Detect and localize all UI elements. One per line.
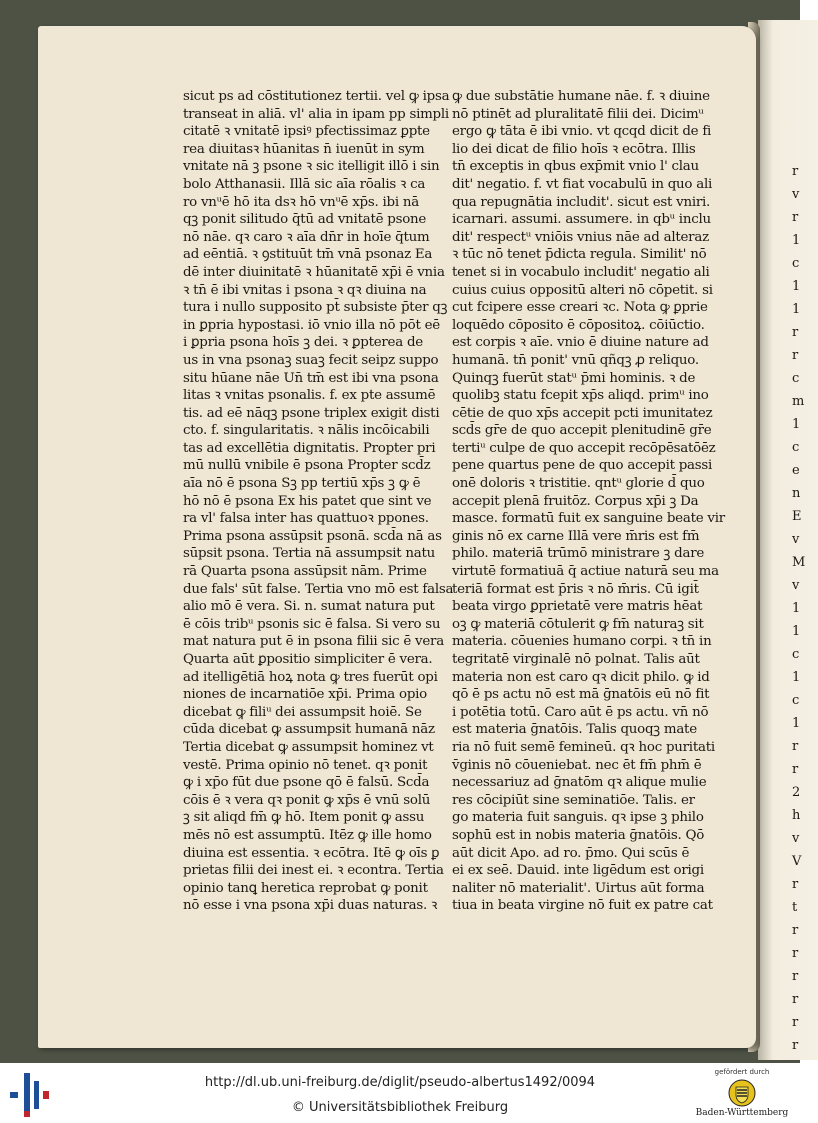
text-line: citatē ꝛ vnitatē ipsiꝰ pfectissimaz ꝑpte — [183, 124, 430, 140]
text-line: cōis ē ꝛ vera qꝛ ponit ꝙ xp̄s ē vnū solū — [183, 792, 431, 808]
text-line: materia non est caro qꝛ dicit philo. ꝙ id — [452, 669, 710, 685]
text-line: diuina est essentia. ꝛ ecōtra. Itē ꝙ oīs ꝑ — [183, 845, 440, 861]
copyright-notice: © Universitätsbibliothek Freiburg — [291, 1100, 509, 1115]
text-line: materia. cōuenies humano corpi. ꝛ tn̄ in — [452, 634, 712, 650]
text-line: ria nō fuit semē femineū. qꝛ hoc puritati — [452, 739, 715, 755]
next-page-fragment: v — [792, 187, 800, 202]
text-line: bolo Atthanasii. Illā sic aīa rōalis ꝛ ca — [183, 176, 426, 192]
text-line: nō esse i vna psona xp̄i duas naturas. ꝛ — [183, 898, 438, 914]
text-line: ꝙ due substātie humane nāe. f. ꝛ diuine — [452, 89, 710, 104]
text-line: rea diuitasꝛ hūanitas n̄ iuenūt in sym — [183, 141, 425, 157]
text-line: alio mō ē vera. Si. n. sumat natura put — [183, 599, 435, 615]
next-page-fragment: 1 — [792, 601, 801, 616]
text-line: i potētia totū. Caro aūt ē ps actu. vn̄ nō — [452, 704, 709, 720]
text-line: tenet si in vocabulo includit' negatio ali — [452, 264, 710, 280]
text-line: tegritatē virginalē nō polnat. Talis aūt — [452, 652, 700, 667]
text-line: niones de incarnatiōe xp̄i. Prima opio — [183, 687, 427, 703]
next-page-fragment: 1 — [792, 624, 801, 639]
text-line: ergo ꝙ tāta ē ibi vnio. vt qcqd dicit de fi — [452, 124, 712, 140]
text-line: ꝛ tn̄ ē ibi vnitas i psona ꝛ qꝛ diuina na — [183, 282, 427, 298]
text-line: res cōcipiūt sine seminatiōe. Talis. er — [452, 792, 695, 808]
text-line: in ꝑpria hypostasi. iō vnio illa nō pōt eē — [183, 317, 440, 333]
text-line: ginis nō ex carne Illā vere m̄ris est fm̄ — [452, 528, 700, 544]
text-line: ad itelligētiā hoꝝ nota ꝙ tres fuerūt opi — [183, 669, 438, 685]
text-line: ꝙ i xp̄o fūt due psone qō ē falsū. Scd̄a — [183, 775, 430, 791]
text-line: prietas filii dei inest ei. ꝛ econtra. Tertia — [183, 863, 444, 879]
text-line: nō nāe. qꝛ caro ꝛ aīa dn̄r in hoīe q̄tum — [183, 229, 430, 245]
text-line: loquēdo cōposito ē cōpositoꝝ. cōiūctio. — [452, 317, 705, 333]
text-line: vestē. Prima opinio nō tenet. qꝛ ponit — [183, 757, 428, 773]
text-line: cētie de quo xp̄s accepit pcti imunitatez — [452, 405, 713, 421]
text-line: nō ptinēt ad pluralitatē filii dei. Dicimᵘ — [452, 106, 704, 122]
text-line: sicut ps ad cōstitutionez tertii. vel ꝙ ipsa — [183, 89, 450, 104]
next-page-fragment: r — [792, 1038, 799, 1053]
next-page-fragment: c — [792, 371, 800, 386]
text-line: qō ē ps actu nō est mā ḡnatōis eū nō fit — [452, 687, 710, 703]
text-line: est corpis ꝛ aīe. vnio ē diuine nature ad — [452, 335, 709, 351]
next-page-fragment: e — [792, 463, 800, 478]
text-line: ro vnᵘē hō ita dsꝛ hō vnᵘē xp̄s. ibi nā — [183, 194, 419, 210]
text-line: sophū est in nobis materia ḡnatōis. Qō — [452, 827, 705, 843]
next-page-fragment: r — [792, 348, 799, 363]
next-page-fragment: r — [792, 210, 799, 225]
text-line: cūda dicebat ꝙ assumpsit humanā nāz — [183, 722, 435, 738]
text-line: Quarta aūt ꝑpositio simpliciter ē vera. — [183, 652, 433, 667]
next-page-fragment: v — [792, 578, 800, 593]
funding-name: Baden-Württemberg — [695, 1108, 789, 1118]
text-line: due fals' sūt false. Tertia vno mō est falsa — [183, 581, 454, 597]
text-line: aūt dicit Apo. ad ro. p̄mo. Qui scūs ē — [452, 845, 690, 861]
text-line: litas ꝛ vnitas psonalis. f. ex pte assumē — [183, 388, 436, 404]
next-page-fragment: 1 — [792, 417, 801, 432]
next-page-fragment: r — [792, 992, 799, 1007]
next-page-fragment: r — [792, 969, 799, 984]
next-page-fragment: r — [792, 877, 799, 892]
text-line: cut fcipere esse creari ꝛc. Nota ꝙ ꝑprie — [452, 300, 708, 316]
text-line: philo. materiā trūmō ministrare ꝫ dare — [452, 546, 705, 562]
text-line: tiua in beata virgine nō fuit ex patre cat — [452, 898, 713, 914]
next-page-fragment: c — [792, 256, 800, 271]
next-page-fragment: 1 — [792, 716, 801, 731]
next-page-fragment: M — [792, 555, 806, 570]
next-page-fragment: r — [792, 946, 799, 961]
text-line: tis. ad eē nāqꝫ psone triplex exigit disti — [183, 405, 440, 421]
text-line: ei ex seē. Dauid. inte ligēdum est origi — [452, 863, 704, 879]
text-line: quolibꝫ statu fcepit xp̄s aliqd. primᵘ ino — [452, 388, 709, 404]
right-text-column — [452, 88, 725, 915]
text-line: tertiᵘ culpe de quo accepit recōpēsatōēz — [452, 440, 716, 456]
text-line: teriā format est p̄ris ꝛ nō m̄ris. Cū igit̄ — [452, 581, 699, 597]
next-page-fragment: r — [792, 164, 799, 179]
next-page-fragment: m — [792, 394, 805, 409]
text-line: go materia fuit sanguis. qꝛ ipse ꝫ philo — [452, 810, 704, 826]
next-page-fragment: 1 — [792, 670, 801, 685]
text-line: tas ad excellētia dignitatis. Propter pri — [183, 440, 436, 456]
next-page-fragment: 1 — [792, 302, 801, 317]
text-line: situ hūane nāe Un̄ tm̄ est ibi vna psona — [183, 370, 439, 386]
text-line: Quinqꝫ fuerūt statᵘ p̄mi hominis. ꝛ de — [452, 370, 696, 386]
next-page-fragment: E — [792, 509, 802, 524]
text-line: opinio tanꝗ heretica reprobat ꝙ ponit — [183, 880, 428, 896]
text-line: necessariuz ad ḡnatōm qꝛ alique mulie — [452, 775, 707, 791]
text-line: v̄ginis nō cōueniebat. nec ēt fm̄ phm̄ ē — [452, 757, 702, 773]
next-page-fragment: c — [792, 647, 800, 662]
next-page-fragment: n — [792, 486, 801, 501]
next-page-fragment: v — [792, 831, 800, 846]
text-line: Prima psona assūpsit psonā. scd̄a nā as — [183, 528, 442, 544]
text-line: rā Quarta psona assūpsit nām. Prime — [183, 564, 427, 580]
text-line: est materia ḡnatōis. Talis quoqꝫ mate — [452, 722, 697, 738]
next-page-fragment: r — [792, 739, 799, 754]
text-line: icarnari. assumi. assumere. in qbᵘ inclu — [452, 212, 711, 228]
text-line: mēs nō est assumptū. Itēz ꝙ ille homo — [183, 827, 432, 843]
text-line: sūpsit psona. Tertia nā assumpsit natu — [183, 546, 435, 562]
text-line: hō nō ē psona Ex his patet que sint ve — [183, 493, 432, 509]
text-line: ꝛ tūc nō tenet p̄dicta regula. Similit' nō — [452, 247, 707, 263]
text-line: oꝫ ꝙ materiā cōtulerit ꝙ fm̄ naturaꝫ sit — [452, 616, 704, 632]
text-line: ad eēntiā. ꝛ ꝯstituūt tm̄ vnā psonaz Ea — [183, 247, 433, 263]
text-line: dicebat ꝙ filiᵘ dei assumpsit hoiē. Se — [183, 704, 422, 720]
text-line: aīa nō ē psona Sꝫ pp tertiū xp̄s ꝫ ꝙ ē — [183, 476, 421, 492]
next-page-fragment: 1 — [792, 279, 801, 294]
next-page-fragment: 1 — [792, 233, 801, 248]
text-line: pene quartus pene de quo accepit passi — [452, 458, 713, 474]
text-line: ra vl' falsa inter has quattuoꝛ ppones. — [183, 511, 429, 527]
next-page-fragment: r — [792, 923, 799, 938]
next-page-fragment: h — [792, 808, 801, 823]
next-page-fragment: r — [792, 1015, 799, 1030]
text-line: naliter nō materialit'. Uirtus aūt forma — [452, 880, 705, 896]
text-line: mat natura put ē in psona filii sic ē vera — [183, 634, 444, 650]
text-line: masce. formatū fuit ex sanguine beate vir — [452, 511, 725, 527]
text-line: beata virgo ꝑprietatē vere matris hēat — [452, 599, 703, 615]
text-line: mū nullū vnibile ē psona Propter scd̄z — [183, 458, 431, 474]
next-page-fragment: r — [792, 325, 799, 340]
text-line: qꝫ ponit silitudo q̄tū ad vnitatē psone — [183, 212, 427, 228]
next-page-fragment: v — [792, 532, 800, 547]
text-line: accepit plenā fruitōz. Corpus xp̄i ꝫ Da — [452, 493, 699, 509]
text-line: cto. f. singularitatis. ꝛ nālis incōicabili — [183, 423, 430, 439]
next-page-fragment: c — [792, 693, 800, 708]
permalink-url[interactable]: http://dl.ub.uni-freiburg.de/diglit/pseudo-albertus1492/0094 — [204, 1075, 596, 1090]
text-line: lio dei dicat de filio hoīs ꝛ ecōtra. Illis — [452, 141, 696, 157]
text-line: humanā. tn̄ ponit' vnū qñqꝫ ꝓ reliquo. — [452, 352, 699, 368]
text-line: scd̄s gr̄e de quo accepit plenitudinē gr̄e — [452, 423, 712, 439]
next-page-fragment: t — [792, 900, 798, 915]
text-line: vnitate nā ꝫ psone ꝛ sic itelligit illō i sin — [183, 159, 440, 175]
text-line: dit' negatio. f. vt fiat vocabulū in quo ali — [452, 176, 713, 192]
text-line: ē cōis tribᵘ psonis sic ē falsa. Si vero su — [183, 616, 441, 632]
text-line: transeat in aliā. vl' alia in ipam pp simpli — [183, 106, 449, 122]
text-line: tura i nullo supposito pt̄ subsiste p̄ter qꝫ — [183, 300, 448, 316]
baden-wuerttemberg-crest-icon — [728, 1079, 756, 1107]
text-line: dē inter diuinitatē ꝛ hūanitatē xp̄i ē vnia — [183, 264, 445, 280]
text-line: us in vna psonaꝫ suaꝫ fecit seipz suppo — [183, 352, 439, 368]
text-line: virtutē formatiuā q̄ actiue naturā seu ma — [452, 564, 719, 580]
text-line: tn̄ exceptis in qbus exp̄mit vnio l' clau — [452, 159, 699, 175]
next-page-text-fragments — [792, 160, 812, 1080]
text-line: qua repugnātia includit'. sicut est vniri. — [452, 194, 711, 210]
next-page-fragment: V — [792, 854, 802, 869]
funding-label: gefördert durch — [714, 1068, 770, 1076]
text-line: cuius cuius oppositū alteri nō cōpetit. si — [452, 282, 713, 298]
text-line: dit' respectᵘ vniōis vnius nāe ad alteraz — [452, 229, 709, 245]
text-line: onē doloris ꝛ tristitie. qntᵘ glorie d̄ quo — [452, 476, 705, 492]
next-page-fragment: r — [792, 762, 799, 777]
viewer-footer — [0, 1063, 800, 1123]
text-line: Tertia dicebat ꝙ assumpsit hominez vt — [183, 739, 434, 755]
text-line: i ꝑpria psona hoīs ꝫ dei. ꝛ ꝑpterea de — [183, 335, 423, 351]
next-page-fragment: c — [792, 440, 800, 455]
funding-badge — [692, 1068, 792, 1122]
text-line: ꝫ sit aliqd fm̄ ꝙ hō. Item ponit ꝙ assu — [183, 810, 425, 826]
next-page-fragment: 2 — [792, 785, 801, 800]
left-text-column — [183, 88, 453, 915]
